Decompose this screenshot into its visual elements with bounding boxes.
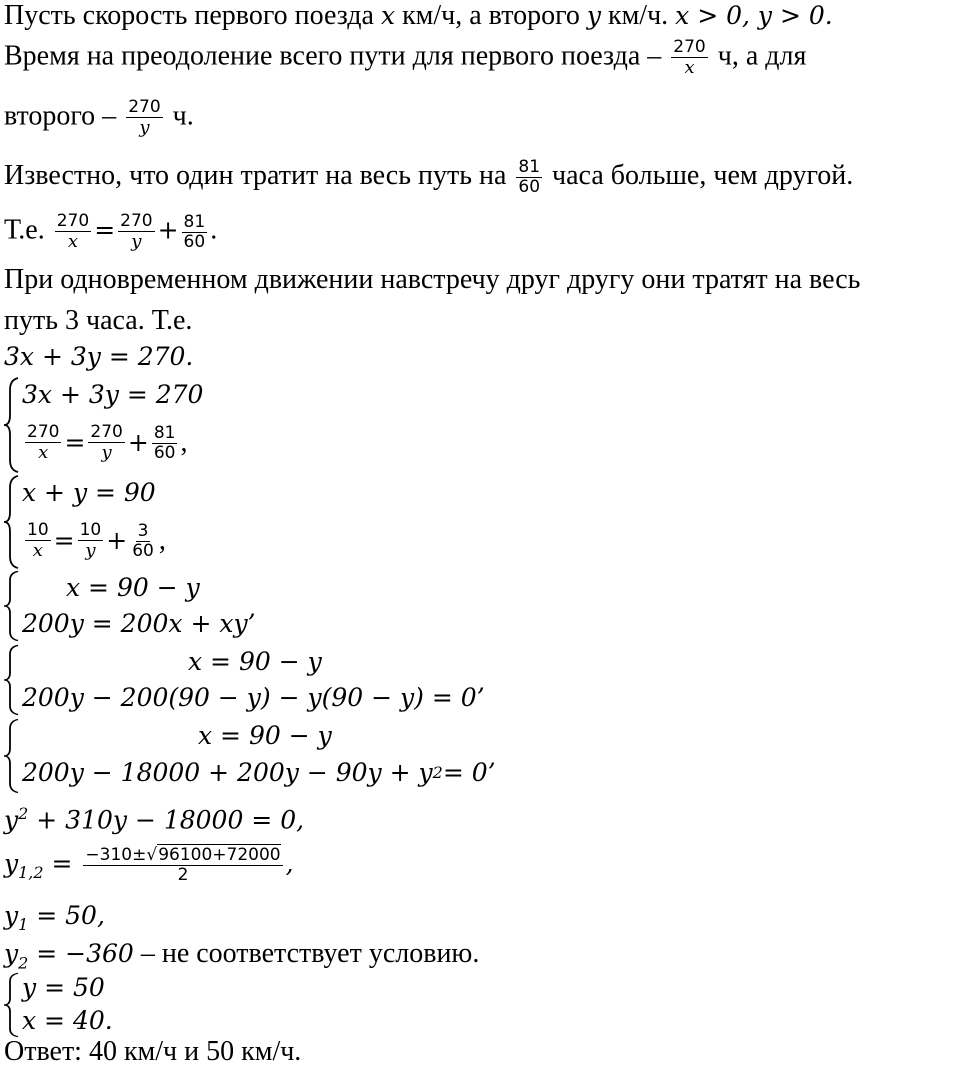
text: y	[4, 939, 19, 968]
numerator: 270	[120, 211, 153, 231]
text: y	[4, 901, 19, 930]
plus: +	[127, 428, 149, 457]
text: ч.	[165, 100, 194, 132]
text: y	[4, 805, 19, 835]
line-time-first	[4, 38, 806, 78]
text: часа больше, чем другой.	[545, 159, 854, 191]
system-row: 200y − 200(90 − y) − y(90 − y) = 0’	[22, 683, 485, 712]
denominator: y	[101, 442, 112, 463]
fraction-270-y	[126, 98, 162, 138]
system-row: x = 90 − y	[198, 721, 332, 750]
system-row: y = 50	[22, 973, 105, 1002]
subscript: 2	[18, 953, 29, 973]
system-row	[22, 1004, 113, 1038]
numerator: −310±√96100+72000	[85, 845, 281, 865]
line-meeting: При одновременном движении навстречу друг другу они тратят на весь	[4, 264, 861, 295]
text: второго –	[4, 100, 124, 132]
system-row: x + y = 90	[22, 478, 156, 507]
equation-sum: 3x + 3y = 270.	[4, 342, 194, 371]
system-4	[2, 644, 485, 716]
brace-icon	[2, 474, 20, 570]
denominator: x	[684, 57, 695, 78]
numerator: 270	[128, 97, 161, 117]
brace-icon	[2, 718, 20, 794]
system-row	[22, 414, 203, 472]
denominator: y	[131, 231, 142, 252]
numerator: 270	[673, 37, 706, 57]
numerator: 270	[56, 211, 90, 231]
plus: +	[106, 526, 128, 555]
fraction	[25, 521, 51, 561]
subscript: 1	[18, 915, 29, 934]
denominator: x	[67, 231, 79, 252]
denominator: 60	[153, 442, 176, 463]
subscript: 1,2	[18, 863, 44, 882]
plus: +	[157, 215, 179, 245]
var-x: x	[380, 1, 396, 30]
equals: =	[94, 215, 116, 245]
numerator: 270	[27, 422, 60, 442]
numerator: 270	[90, 422, 123, 442]
fraction	[25, 423, 61, 463]
text: км/ч, а второго	[395, 0, 587, 31]
denominator: x	[38, 442, 49, 463]
text: y	[4, 849, 19, 878]
system-2	[2, 474, 166, 570]
denominator: y	[85, 540, 96, 561]
brace-icon	[2, 644, 20, 716]
text: = −360	[28, 939, 134, 968]
system-row	[22, 512, 166, 570]
system-row	[22, 754, 496, 792]
fraction-roots	[83, 846, 282, 885]
equals: =	[53, 526, 75, 555]
line-equation-time	[4, 212, 217, 252]
text: x = 40	[22, 1006, 105, 1035]
line-known	[4, 158, 853, 197]
answer-line: Ответ: 40 км/ч и 50 км/ч.	[4, 1036, 302, 1067]
fraction	[130, 522, 156, 561]
text: = 0’	[442, 758, 496, 787]
line-meeting-cont: путь 3 часа. Т.е.	[4, 305, 193, 336]
fraction	[78, 521, 104, 561]
brace-icon	[2, 376, 20, 474]
line-time-second	[4, 98, 194, 138]
text: км/ч.	[600, 0, 676, 31]
numerator: 10	[79, 520, 102, 540]
numerator: 81	[518, 157, 541, 177]
text: ,	[285, 849, 294, 878]
var-y: y	[586, 1, 601, 30]
text: ,	[158, 525, 166, 556]
denominator: x	[32, 540, 43, 561]
root-1	[4, 900, 105, 941]
denominator: y	[139, 117, 150, 138]
text: + 310y − 18000 = 0,	[28, 805, 305, 835]
text: ч, а для	[710, 40, 807, 72]
system-row: x = 90 − y	[188, 647, 322, 676]
text: Пусть скорость первого поезда	[4, 0, 381, 31]
quadratic-equation	[4, 798, 304, 836]
exponent: 2	[18, 804, 29, 823]
fraction	[88, 423, 124, 463]
text: Время на преодоление всего пути для первого поезда –	[4, 40, 669, 72]
numerator: 10	[27, 520, 49, 540]
text: −310±	[85, 845, 147, 865]
text: 200y − 18000 + 200y − 90y + y	[22, 758, 433, 787]
fraction	[55, 212, 91, 252]
fraction-81-60	[516, 158, 542, 197]
system-row: 200y = 200x + xy’	[22, 609, 256, 638]
text: – не соответствует условию.	[133, 938, 480, 969]
fraction	[152, 424, 178, 463]
system-row: 3x + 3y = 270	[22, 380, 204, 409]
roots-formula	[4, 842, 294, 895]
brace-icon	[2, 570, 20, 642]
text: .	[210, 214, 218, 246]
denominator: 2	[177, 865, 189, 885]
numerator: 81	[153, 422, 176, 443]
exponent: 2	[432, 763, 443, 782]
denominator: 60	[183, 231, 206, 252]
system-row: x = 90 − y	[66, 573, 200, 602]
numerator: 3	[137, 520, 149, 541]
fraction-270-x	[671, 38, 707, 78]
text: .	[104, 1006, 113, 1035]
text: Т.е.	[4, 214, 52, 246]
denominator: 60	[132, 540, 154, 561]
condition: x > 0, y > 0.	[675, 1, 833, 30]
denominator: 60	[518, 177, 541, 197]
text: Известно, что один тратит на весь путь на	[4, 159, 514, 191]
text: ,	[180, 427, 188, 458]
system-3	[2, 570, 256, 642]
line-speeds	[4, 0, 833, 32]
system-6	[2, 972, 113, 1038]
text: =	[43, 849, 81, 878]
radicand: 96100+72000	[158, 845, 281, 865]
system-1	[2, 376, 203, 474]
numerator: 81	[183, 211, 206, 232]
brace-icon	[2, 972, 20, 1038]
text: = 50,	[28, 901, 105, 930]
system-5	[2, 718, 496, 794]
equals: =	[64, 428, 86, 457]
fraction	[118, 212, 154, 252]
fraction	[182, 213, 208, 252]
